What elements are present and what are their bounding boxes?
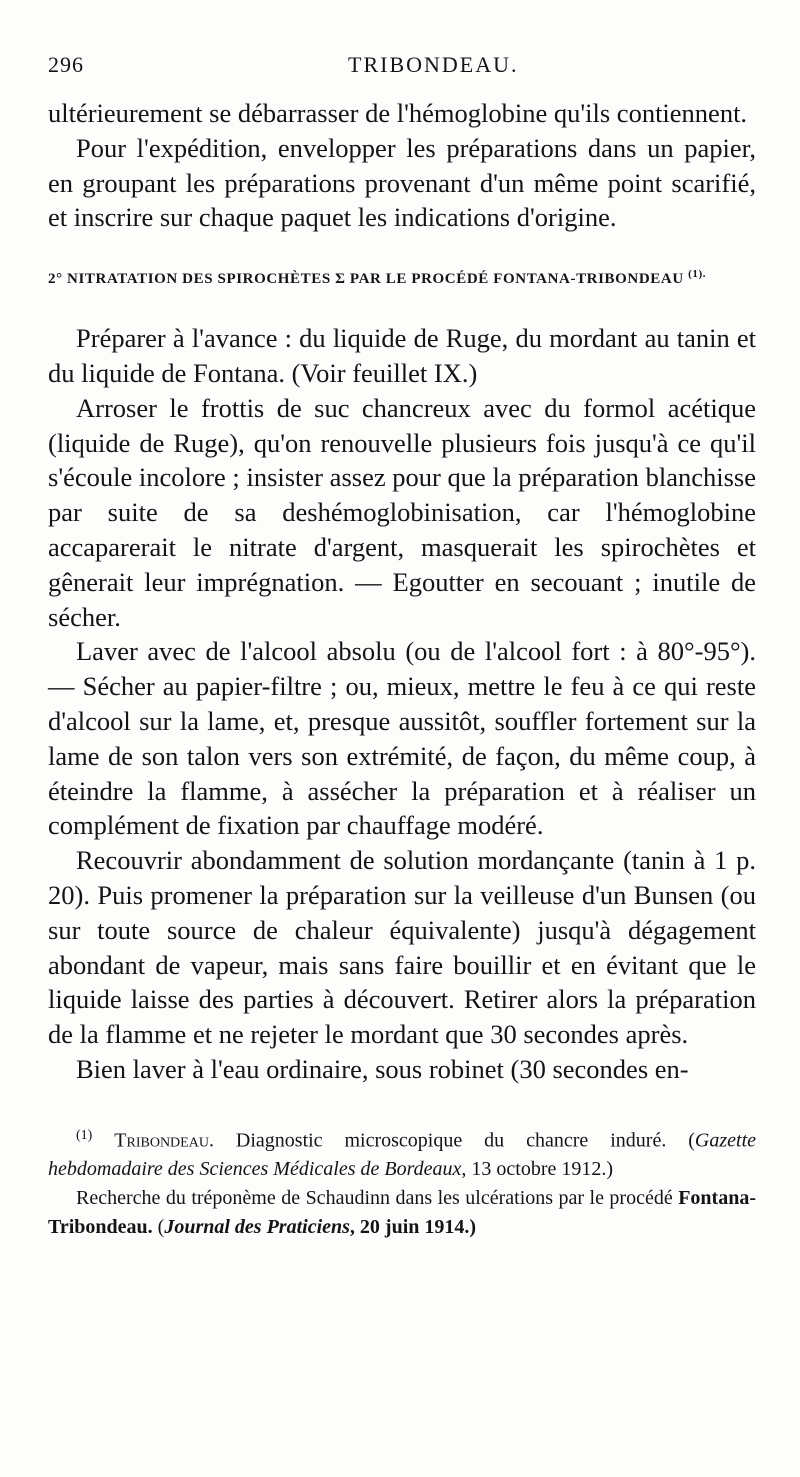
footnote-2-title: Recherche du tréponème de Schaudinn dans les ulcérations par le procédé: [76, 1187, 679, 1210]
paragraph-recouvrir: Recouvrir abondamment de solution mordançante (tanin à 1 p. 20). Puis promener la préparation sur la veilleuse d'un Bunsen (ou sur toute source de chaleur équivalente) jusqu'à dégagement abondant de vapeur, mais sans faire bouillir et en évitant que le liquide laisse des parties à découvert. Retirer alors la préparation de la flamme et ne rejeter le mordant que 30 secondes après.: [48, 845, 756, 1050]
page-header: [48, 52, 756, 96]
paragraph-expedition: Pour l'expédition, envelopper les préparations dans un papier, en groupant les préparations provenant d'un même point scarifié, et inscrire sur chaque paquet les indications d'origine.: [48, 132, 756, 233]
footnote-2-method: Fontana-Tribondeau.: [48, 1187, 756, 1239]
running-head: TRIBONDEAU.: [348, 52, 519, 77]
paragraph-arroser: Arroser le frottis de suc chancreux avec du formol acétique (liquide de Ruge), qu'on renouvelle plusieurs fois jusqu'à ce qu'il s'écoule incolore ; insister assez pour que la préparation blanchisse par suite de sa deshémoglobinisation, car l'hémoglobine accaparerait le nitrate d'argent, masquerait les spirochètes et gênerait leur imprégnation. — Egoutter en secouant ; inutile de sécher.: [48, 392, 756, 632]
footnote-2-open: (: [152, 1216, 165, 1239]
footnote-2: [48, 1184, 756, 1242]
footnotes: [48, 1121, 756, 1243]
paragraph-bien-laver: Bien laver à l'eau ordinaire, sous robinet (30 secondes en-: [76, 1053, 689, 1084]
footnote-1-author: Tribondeau.: [114, 1129, 214, 1152]
footnote-2-journal: Journal des Praticiens: [164, 1216, 350, 1239]
footnote-1-journal: Gazette hebdomadaire des Sciences Médicales de Bordeaux: [48, 1129, 757, 1181]
page-number: 296: [48, 52, 84, 77]
footnote-1-marker: (1): [76, 1127, 93, 1143]
footnote-1-title: Diagnostic microscopique du chancre induré. (: [235, 1129, 695, 1152]
book-page: [48, 52, 756, 1242]
paragraph-continued: ultérieurement se débarrasser de l'hémoglobine qu'ils contiennent.: [48, 98, 748, 128]
paragraph-laver: Laver avec de l'alcool absolu (ou de l'alcool fort : à 80°-95°). — Sécher au papier-filtre ; ou, mieux, mettre le feu à ce qui reste d'alcool sur la lame, et, presque aussitôt, souffler fortement sur la lame de son talon vers son extrémité, de façon, du même coup, à éteindre la flamme, à assécher la préparation et à réaliser un complément de fixation par chauffage modéré.: [48, 636, 756, 841]
section-footnote-ref: (1).: [688, 268, 707, 281]
footnote-1: [48, 1121, 756, 1185]
section-heading: [48, 268, 756, 288]
footnote-2-date: , 20 juin 1914.): [349, 1216, 477, 1239]
section-heading-text: 2° NITRATATION DES SPIROCHÈTES Σ PAR LE PROCÉDÉ FONTANA-TRIBONDEAU: [48, 271, 684, 288]
paragraph-preparer: Préparer à l'avance : du liquide de Ruge, du mordant au tanin et du liquide de Fontana. (Voir feuillet IX.): [48, 323, 756, 388]
footnote-1-date: , 13 octobre 1912.): [461, 1158, 614, 1181]
